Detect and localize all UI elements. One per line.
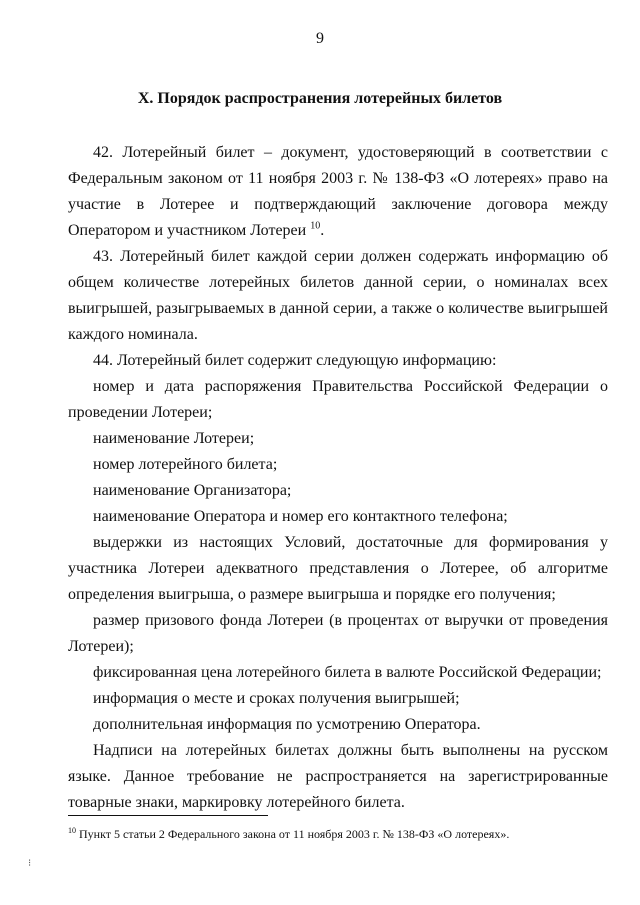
list-item: фиксированная цена лотерейного билета в валюте Российской Федерации; bbox=[93, 664, 602, 681]
list-item: наименование Организатора; bbox=[93, 482, 292, 499]
paragraph-42 bbox=[68, 140, 608, 244]
list-item: номер лотерейного билета; bbox=[93, 456, 278, 473]
footnote-divider bbox=[68, 815, 268, 816]
footnote-text: Пункт 5 статьи 2 Федерального закона от 11 ноября 2003 г. № 138-ФЗ «О лотереях». bbox=[76, 827, 510, 841]
list-item: наименование Лотереи; bbox=[93, 430, 255, 447]
footnote bbox=[68, 826, 608, 842]
footnote-number: 10 bbox=[68, 826, 76, 835]
list-item: номер и дата распоряжения Правительства Российской Федерации о проведении Лотереи; bbox=[68, 378, 608, 421]
paragraph-42-text: 42. Лотерейный билет – документ, удостоверяющий в соответствии с Федеральным законом от 11 ноября 2003 г. № 138-ФЗ «О лотереях» право на участие в Лотерее и подтверждающий заключение договора между Оператором и участником Лотереи bbox=[68, 144, 608, 239]
list-item: выдержки из настоящих Условий, достаточные для формирования у участника Лотереи адекватного представления о Лотерее, об алгоритме определения выигрыша, о размере выигрыша и порядке его получения; bbox=[68, 534, 608, 603]
list-item: размер призового фонда Лотереи (в процентах от выручки от проведения Лотереи); bbox=[68, 612, 608, 655]
paragraph-43: 43. Лотерейный билет каждой серии должен содержать информацию об общем количестве лотерейных билетов данной серии, о номиналах всех выигрышей, разыгрываемых в данной серии, а также о количестве выигрышей каждого номинала. bbox=[68, 248, 608, 343]
closing-paragraph: Надписи на лотерейных билетах должны быть выполнены на русском языке. Данное требование не распространяется на зарегистрированные товарные знаки, маркировку лотерейного билета. bbox=[68, 742, 608, 811]
page-number: 9 bbox=[316, 30, 324, 47]
paragraph-44: 44. Лотерейный билет содержит следующую информацию: bbox=[93, 352, 497, 369]
list-item: дополнительная информация по усмотрению Оператора. bbox=[93, 716, 481, 733]
section-title: X. Порядок распространения лотерейных билетов bbox=[137, 90, 503, 107]
footnote-ref: 10 bbox=[310, 220, 321, 232]
body-text bbox=[68, 140, 608, 816]
scan-mark-icon: ⁝ bbox=[28, 858, 32, 869]
paragraph-42-end: . bbox=[320, 222, 325, 239]
list-item: информация о месте и сроках получения выигрышей; bbox=[93, 690, 460, 707]
list-item: наименование Оператора и номер его контактного телефона; bbox=[93, 508, 508, 525]
